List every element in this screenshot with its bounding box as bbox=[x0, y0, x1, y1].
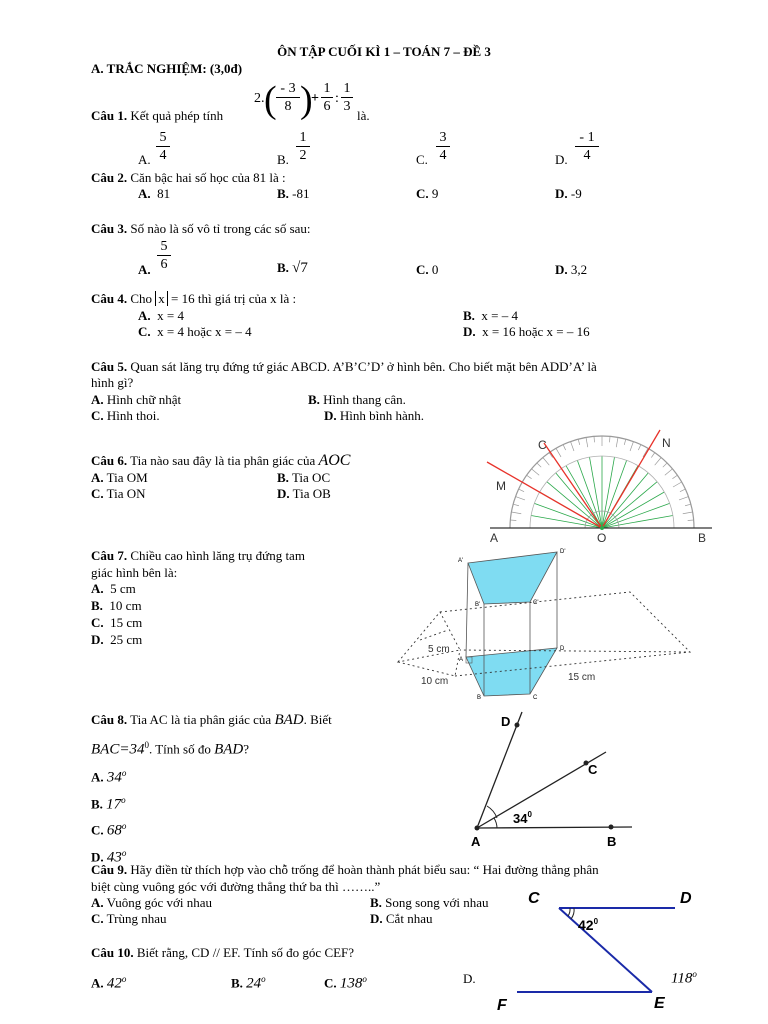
option-d[interactable]: D. 3,2 bbox=[555, 262, 588, 277]
option-b[interactable]: B. 17$^o$ bbox=[91, 795, 126, 813]
label-o: O bbox=[597, 531, 607, 545]
label-d: D bbox=[680, 890, 692, 907]
option-d[interactable]: D. -9 bbox=[555, 186, 582, 201]
dim-15cm: 15 cm bbox=[568, 672, 596, 683]
option-d-key: D. bbox=[463, 971, 476, 986]
option-c[interactable]: C. 0 bbox=[416, 262, 439, 277]
dim-5cm: 5 cm bbox=[428, 644, 450, 655]
option-b[interactable]: B. Song song với nhau bbox=[370, 895, 489, 910]
option-b[interactable]: B. 24$^o$ bbox=[231, 974, 266, 992]
option-b[interactable]: B. -81 bbox=[277, 186, 310, 201]
angle-value: $34^0$ bbox=[513, 810, 532, 826]
option-d[interactable]: D. Cắt nhau bbox=[370, 911, 433, 926]
option-d[interactable]: D. 43$^o$ bbox=[91, 848, 127, 866]
label-f: F bbox=[497, 997, 507, 1014]
option-d[interactable]: D. Tia OB bbox=[277, 486, 331, 501]
dim-10cm: 10 cm bbox=[421, 676, 449, 687]
option-b[interactable]: B. √7 bbox=[277, 260, 308, 276]
option-a[interactable]: $\frac{5}{4}$ bbox=[156, 129, 170, 164]
option-b-key: B. bbox=[277, 152, 289, 167]
label-c-prime: C' bbox=[533, 600, 539, 606]
option-c[interactable]: C. 9 bbox=[416, 186, 439, 201]
label-d-prime: D' bbox=[560, 549, 566, 555]
option-c[interactable]: C. Hình thoi. bbox=[91, 408, 160, 423]
label-n: N bbox=[662, 436, 671, 450]
option-d[interactable]: $\frac{- 1}{4}$ bbox=[575, 129, 599, 164]
option-b[interactable]: B. Tia OC bbox=[277, 470, 331, 485]
option-b[interactable]: $\frac{1}{2}$ bbox=[296, 129, 310, 164]
option-a[interactable]: A. Vuông góc với nhau bbox=[91, 895, 213, 910]
option-c[interactable]: $\frac{3}{4}$ bbox=[436, 129, 450, 164]
label-a: A bbox=[490, 531, 499, 545]
option-c[interactable]: C. Trùng nhau bbox=[91, 911, 167, 926]
angle-bad: BAD bbox=[274, 712, 304, 728]
label-d: D bbox=[560, 646, 565, 652]
option-a[interactable]: A. 42$^o$ bbox=[91, 974, 127, 992]
option-a[interactable]: A. 81 bbox=[138, 186, 171, 201]
option-c[interactable]: C. 138$^o$ bbox=[324, 974, 367, 992]
page-title: ÔN TẬP CUỐI KÌ 1 – TOÁN 7 – ĐỀ 3 bbox=[277, 44, 491, 59]
label-d: D bbox=[501, 714, 511, 729]
label-c: C bbox=[588, 762, 598, 777]
option-a[interactable]: A. Tia OM bbox=[91, 470, 148, 485]
option-b[interactable]: B. Hình thang cân. bbox=[308, 392, 406, 407]
question-label: Câu 1. bbox=[91, 108, 128, 123]
label-c: C bbox=[533, 695, 538, 701]
option-d[interactable]: D. 25 cm bbox=[91, 632, 143, 647]
option-b[interactable]: B. x = – 4 bbox=[463, 308, 519, 323]
section-heading: A. TRẮC NGHIỆM: (3,0đ) bbox=[91, 61, 243, 76]
option-a[interactable]: A. 5 cm bbox=[91, 581, 136, 596]
question-text: Kết quả phép tính bbox=[130, 108, 224, 123]
label-b: B bbox=[477, 695, 482, 701]
label-a: A bbox=[459, 657, 464, 663]
option-b[interactable]: B. 10 cm bbox=[91, 598, 142, 613]
option-d[interactable]: D. Hình bình hành. bbox=[324, 408, 425, 423]
label-e: E bbox=[654, 995, 665, 1012]
label-m: M bbox=[496, 479, 506, 493]
label-c: C bbox=[528, 890, 540, 907]
option-a[interactable]: A. x = 4 bbox=[138, 308, 184, 323]
option-c[interactable]: C. Tia ON bbox=[91, 486, 146, 501]
option-a[interactable]: $\frac{5}{6}$ bbox=[157, 238, 171, 273]
option-d-key: D. bbox=[555, 152, 568, 167]
label-b-prime: B' bbox=[475, 602, 481, 608]
option-c[interactable]: C. x = 4 hoặc x = – 4 bbox=[138, 324, 252, 339]
option-a[interactable]: A. Hình chữ nhật bbox=[91, 392, 182, 407]
angle-value: $42^0$ bbox=[578, 917, 599, 933]
option-c[interactable]: C. 68$^o$ bbox=[91, 821, 127, 839]
option-c[interactable]: C. 15 cm bbox=[91, 615, 143, 630]
label-c: C bbox=[538, 438, 547, 452]
question-tail: là. bbox=[357, 108, 370, 123]
line-ce bbox=[559, 908, 652, 992]
option-a[interactable]: A. 34$^o$ bbox=[91, 768, 127, 786]
label-a: A bbox=[471, 834, 481, 849]
option-c-key: C. bbox=[416, 152, 428, 167]
option-a-key: A. bbox=[138, 152, 151, 167]
label-b: B bbox=[698, 531, 707, 545]
option-d-value[interactable]: 118$^o$ bbox=[671, 969, 697, 987]
label-b: B bbox=[607, 834, 617, 849]
label-a-prime: A' bbox=[458, 558, 464, 564]
angle-aoc: AOC bbox=[318, 452, 351, 469]
option-d[interactable]: D. x = 16 hoặc x = – 16 bbox=[463, 324, 590, 339]
